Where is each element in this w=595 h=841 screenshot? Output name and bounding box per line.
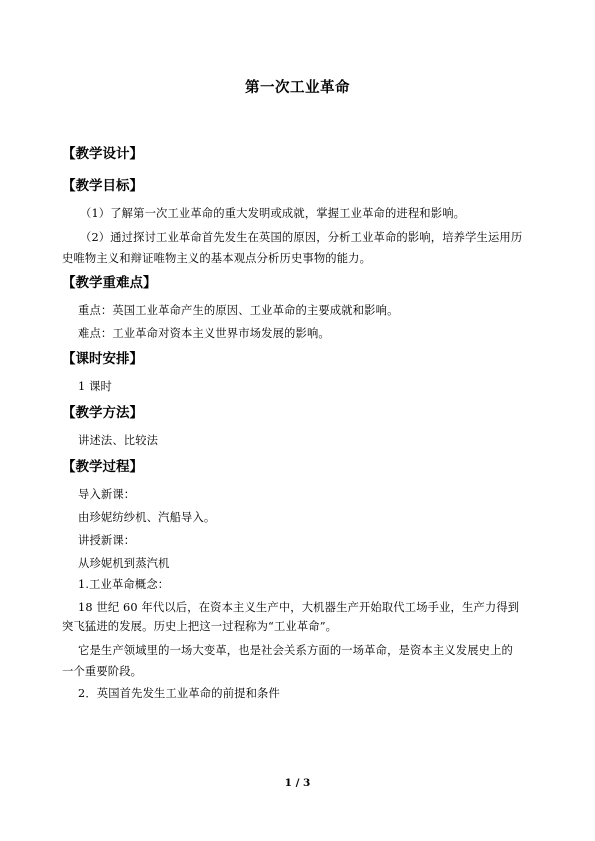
heading-methods: 【教学方法】	[62, 405, 143, 421]
heading-teaching-goals: 【教学目标】	[62, 178, 143, 194]
document-title: 第一次工业革命	[245, 80, 350, 96]
heading-process: 【教学过程】	[62, 459, 143, 475]
schedule-line: 1 课时	[78, 380, 112, 393]
process-line-3: 讲授新课：	[78, 534, 136, 547]
methods-line: 讲述法、比较法	[78, 434, 159, 447]
goal-line-2: （2）通过探讨工业革命首先发生在英国的原因，分析工业革命的影响，培养学生运用历	[80, 231, 523, 244]
process-line-1: 导入新课：	[78, 488, 136, 501]
process-line-9: 一个重要阶段。	[62, 665, 143, 678]
process-line-7: 突飞猛进的发展。历史上把这一过程称为“工业革命”。	[62, 620, 338, 633]
heading-schedule: 【课时安排】	[62, 351, 143, 367]
process-line-2: 由珍妮纺纱机、汽船导入。	[78, 511, 216, 524]
heading-key-points: 【教学重难点】	[62, 275, 157, 291]
process-line-4: 从珍妮机到蒸汽机	[78, 557, 170, 570]
goal-line-1: （1）了解第一次工业革命的重大发明或成就，掌握工业革命的进程和影响。	[80, 207, 466, 220]
process-line-6: 18 世纪 60 年代以后，在资本主义生产中，大机器生产开始取代工场手业，生产力得到	[78, 601, 520, 614]
goal-line-3: 史唯物主义和辩证唯物主义的基本观点分析历史事物的能力。	[62, 252, 372, 265]
process-line-5: 1.工业革命概念：	[78, 578, 170, 591]
heading-teaching-design: 【教学设计】	[62, 146, 143, 162]
process-line-8: 它是生产领域里的一场大变革，也是社会关系方面的一场革命，是资本主义发展史上的	[78, 644, 513, 657]
page-number: 1 / 3	[284, 777, 311, 789]
difficult-point-line: 难点：工业革命对资本主义世界市场发展的影响。	[78, 327, 330, 340]
key-point-line: 重点：英国工业革命产生的原因、工业革命的主要成就和影响。	[78, 304, 399, 317]
process-line-10: 2．英国首先发生工业革命的前提和条件	[78, 687, 280, 700]
